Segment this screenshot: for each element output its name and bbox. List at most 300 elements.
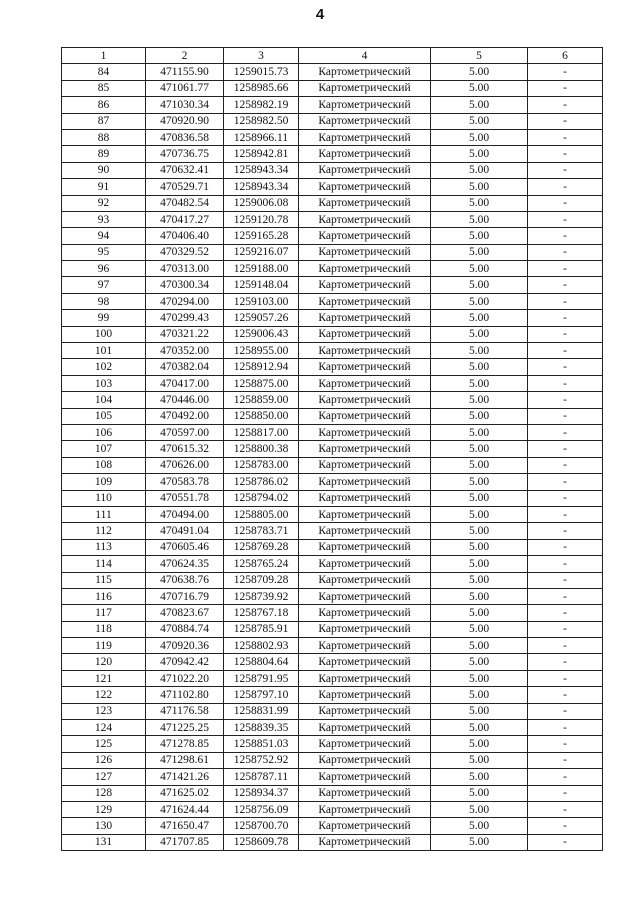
table-cell: - (528, 310, 603, 326)
table-cell: 5.00 (431, 80, 528, 96)
table-cell: 5.00 (431, 211, 528, 227)
table-cell: Картометрический (299, 146, 431, 162)
table-cell: - (528, 474, 603, 490)
table-cell: 1258943.34 (224, 179, 299, 195)
table-cell: 1258982.19 (224, 97, 299, 113)
table-cell: Картометрический (299, 162, 431, 178)
table-cell: - (528, 638, 603, 654)
table-cell: - (528, 179, 603, 195)
table-cell: Картометрический (299, 113, 431, 129)
table-cell: Картометрический (299, 474, 431, 490)
table-cell: 1258942.81 (224, 146, 299, 162)
table-cell: 93 (62, 211, 146, 227)
table-cell: - (528, 670, 603, 686)
table-cell: 471030.34 (146, 97, 224, 113)
table-cell: 471022.20 (146, 670, 224, 686)
table-cell: - (528, 80, 603, 96)
table-cell: 94 (62, 228, 146, 244)
table-cell: 470313.00 (146, 261, 224, 277)
table-cell: Картометрический (299, 392, 431, 408)
header-cell: 1 (62, 48, 146, 64)
table-row (62, 277, 603, 293)
table-cell: 1259006.08 (224, 195, 299, 211)
table-cell: 1258786.02 (224, 474, 299, 490)
table-cell: 5.00 (431, 392, 528, 408)
table-cell: - (528, 277, 603, 293)
table-cell: 91 (62, 179, 146, 195)
table-cell: 103 (62, 375, 146, 391)
table-body (62, 64, 603, 851)
table-cell: - (528, 736, 603, 752)
table-row (62, 146, 603, 162)
table-cell: - (528, 326, 603, 342)
table-cell: 5.00 (431, 162, 528, 178)
table-cell: Картометрический (299, 834, 431, 850)
table-cell: 98 (62, 293, 146, 309)
table-cell: - (528, 162, 603, 178)
table-cell: 471650.47 (146, 818, 224, 834)
table-cell: 5.00 (431, 179, 528, 195)
table-cell: 1258943.34 (224, 162, 299, 178)
page-number: 4 (315, 6, 325, 23)
table-cell: 1258794.02 (224, 490, 299, 506)
table-cell: 112 (62, 523, 146, 539)
table-cell: 109 (62, 474, 146, 490)
table-cell: 470884.74 (146, 621, 224, 637)
table-cell: 471102.80 (146, 687, 224, 703)
table-row (62, 113, 603, 129)
table-cell: 1258609.78 (224, 834, 299, 850)
table-row (62, 195, 603, 211)
table-cell: 470491.04 (146, 523, 224, 539)
table-row (62, 162, 603, 178)
table-cell: 1258787.11 (224, 769, 299, 785)
table-cell: - (528, 818, 603, 834)
table-cell: 126 (62, 752, 146, 768)
table-cell: - (528, 801, 603, 817)
table-cell: 100 (62, 326, 146, 342)
table-cell: 1258831.99 (224, 703, 299, 719)
table-row (62, 64, 603, 80)
table-cell: 87 (62, 113, 146, 129)
table-cell: 470716.79 (146, 588, 224, 604)
table-cell: Картометрический (299, 556, 431, 572)
table-cell: - (528, 588, 603, 604)
table-cell: 470417.00 (146, 375, 224, 391)
table-cell: 471061.77 (146, 80, 224, 96)
table-cell: Картометрический (299, 490, 431, 506)
table-cell: 5.00 (431, 523, 528, 539)
table-cell: 1258785.91 (224, 621, 299, 637)
table-cell: 471421.26 (146, 769, 224, 785)
table-row (62, 129, 603, 145)
table-row (62, 523, 603, 539)
table-cell: 1258797.10 (224, 687, 299, 703)
table-cell: 5.00 (431, 375, 528, 391)
table-cell: 470294.00 (146, 293, 224, 309)
table-row (62, 457, 603, 473)
table-cell: - (528, 293, 603, 309)
table-cell: - (528, 785, 603, 801)
table-cell: 470352.00 (146, 343, 224, 359)
table-cell: - (528, 572, 603, 588)
table-cell: - (528, 392, 603, 408)
table-cell: 1258839.35 (224, 720, 299, 736)
table-cell: 470482.54 (146, 195, 224, 211)
table-cell: 1258767.18 (224, 605, 299, 621)
table-row (62, 720, 603, 736)
table-cell: - (528, 244, 603, 260)
table-row (62, 572, 603, 588)
table-cell: 1258817.00 (224, 424, 299, 440)
table-cell: 1258805.00 (224, 506, 299, 522)
table-row (62, 408, 603, 424)
table-cell: 106 (62, 424, 146, 440)
table-cell: Картометрический (299, 801, 431, 817)
table-cell: 5.00 (431, 638, 528, 654)
table-cell: 1258739.92 (224, 588, 299, 604)
table-cell: 107 (62, 441, 146, 457)
header-cell: 2 (146, 48, 224, 64)
table-cell: Картометрический (299, 506, 431, 522)
table-row (62, 97, 603, 113)
table-cell: 5.00 (431, 343, 528, 359)
table-cell: 5.00 (431, 736, 528, 752)
table-cell: 470736.75 (146, 146, 224, 162)
table-cell: 114 (62, 556, 146, 572)
table-cell: 104 (62, 392, 146, 408)
table-cell: - (528, 228, 603, 244)
table-cell: 131 (62, 834, 146, 850)
table-cell: 1258934.37 (224, 785, 299, 801)
table-cell: - (528, 834, 603, 850)
table-cell: 470615.32 (146, 441, 224, 457)
table-cell: Картометрический (299, 244, 431, 260)
table-cell: 95 (62, 244, 146, 260)
table-cell: 5.00 (431, 506, 528, 522)
table-row (62, 638, 603, 654)
table-cell: - (528, 375, 603, 391)
table-cell: 5.00 (431, 424, 528, 440)
table-cell: Картометрический (299, 310, 431, 326)
table-row (62, 244, 603, 260)
table-cell: - (528, 424, 603, 440)
table-cell: 1258783.71 (224, 523, 299, 539)
table-cell: 1258802.93 (224, 638, 299, 654)
table-cell: 1259165.28 (224, 228, 299, 244)
table-cell: Картометрический (299, 277, 431, 293)
header-cell: 6 (528, 48, 603, 64)
table-cell: 470638.76 (146, 572, 224, 588)
table-cell: 1259120.78 (224, 211, 299, 227)
table-cell: 5.00 (431, 261, 528, 277)
table-cell: - (528, 441, 603, 457)
table-cell: 1258752.92 (224, 752, 299, 768)
table-cell: Картометрический (299, 769, 431, 785)
table-cell: Картометрический (299, 572, 431, 588)
table-cell: Картометрический (299, 326, 431, 342)
table-cell: 5.00 (431, 113, 528, 129)
table-cell: 5.00 (431, 556, 528, 572)
table-cell: 5.00 (431, 64, 528, 80)
table-cell: - (528, 490, 603, 506)
table-cell: 5.00 (431, 277, 528, 293)
table-cell: 92 (62, 195, 146, 211)
table-cell: 1259148.04 (224, 277, 299, 293)
table-cell: 5.00 (431, 310, 528, 326)
table-cell: - (528, 523, 603, 539)
table-row (62, 424, 603, 440)
header-cell: 5 (431, 48, 528, 64)
table-cell: Картометрический (299, 375, 431, 391)
table-cell: 5.00 (431, 572, 528, 588)
table-cell: 470624.35 (146, 556, 224, 572)
table-cell: 5.00 (431, 474, 528, 490)
table-cell: - (528, 211, 603, 227)
table-cell: 470382.04 (146, 359, 224, 375)
table-cell: 1258783.00 (224, 457, 299, 473)
table-cell: - (528, 195, 603, 211)
table-cell: 1259216.07 (224, 244, 299, 260)
table-row (62, 80, 603, 96)
table-cell: Картометрический (299, 654, 431, 670)
table-row (62, 293, 603, 309)
table-cell: 1259006.43 (224, 326, 299, 342)
table-cell: 471225.25 (146, 720, 224, 736)
table-cell: Картометрический (299, 539, 431, 555)
table-cell: 127 (62, 769, 146, 785)
table-cell: - (528, 703, 603, 719)
table-cell: 129 (62, 801, 146, 817)
table-cell: 90 (62, 162, 146, 178)
table-cell: Картометрический (299, 588, 431, 604)
table-cell: 1258985.66 (224, 80, 299, 96)
table-cell: 470626.00 (146, 457, 224, 473)
table-cell: 84 (62, 64, 146, 80)
table-cell: Картометрический (299, 441, 431, 457)
table-cell: 5.00 (431, 605, 528, 621)
table-cell: 5.00 (431, 588, 528, 604)
table-cell: 1258765.24 (224, 556, 299, 572)
table-cell: - (528, 113, 603, 129)
table-cell: 470406.40 (146, 228, 224, 244)
table-row (62, 556, 603, 572)
table-cell: 1259188.00 (224, 261, 299, 277)
table-cell: 5.00 (431, 228, 528, 244)
table-cell: 471625.02 (146, 785, 224, 801)
table-row (62, 687, 603, 703)
table-row (62, 670, 603, 686)
table-cell: 113 (62, 539, 146, 555)
table-cell: - (528, 539, 603, 555)
table-cell: 5.00 (431, 621, 528, 637)
table-cell: Картометрический (299, 343, 431, 359)
table-row (62, 179, 603, 195)
table-cell: Картометрический (299, 720, 431, 736)
table-cell: 5.00 (431, 457, 528, 473)
table-cell: 1258769.28 (224, 539, 299, 555)
table-cell: - (528, 129, 603, 145)
table-cell: 1258982.50 (224, 113, 299, 129)
table-row (62, 228, 603, 244)
table-cell: 470492.00 (146, 408, 224, 424)
table-cell: 1258756.09 (224, 801, 299, 817)
table-cell: 5.00 (431, 293, 528, 309)
table-cell: 1258850.00 (224, 408, 299, 424)
table-row (62, 441, 603, 457)
table-cell: 470329.52 (146, 244, 224, 260)
table-cell: 470300.34 (146, 277, 224, 293)
table-cell: Картометрический (299, 605, 431, 621)
table-cell: 121 (62, 670, 146, 686)
table-cell: Картометрический (299, 457, 431, 473)
table-cell: 471155.90 (146, 64, 224, 80)
table-cell: 118 (62, 621, 146, 637)
table-cell: - (528, 556, 603, 572)
table-cell: 471176.58 (146, 703, 224, 719)
table-cell: - (528, 457, 603, 473)
table-cell: 102 (62, 359, 146, 375)
table-cell: 120 (62, 654, 146, 670)
table-cell: 89 (62, 146, 146, 162)
table-cell: 471707.85 (146, 834, 224, 850)
table-cell: 5.00 (431, 785, 528, 801)
table-row (62, 392, 603, 408)
table-cell: 1258955.00 (224, 343, 299, 359)
table-cell: 5.00 (431, 818, 528, 834)
table-cell: Картометрический (299, 408, 431, 424)
table-row (62, 310, 603, 326)
table-cell: 470632.41 (146, 162, 224, 178)
table-cell: 470583.78 (146, 474, 224, 490)
table-row (62, 490, 603, 506)
table-cell: 1259103.00 (224, 293, 299, 309)
table-cell: Картометрический (299, 179, 431, 195)
table-cell: - (528, 720, 603, 736)
table-cell: Картометрический (299, 359, 431, 375)
table-cell: - (528, 408, 603, 424)
table-cell: 470446.00 (146, 392, 224, 408)
table-cell: 471624.44 (146, 801, 224, 817)
table-cell: 5.00 (431, 326, 528, 342)
table-cell: 88 (62, 129, 146, 145)
table-cell: 5.00 (431, 720, 528, 736)
table-cell: - (528, 605, 603, 621)
table-cell: 1258851.03 (224, 736, 299, 752)
table-cell: 470836.58 (146, 129, 224, 145)
table-cell: 1258791.95 (224, 670, 299, 686)
table-cell: 5.00 (431, 359, 528, 375)
table-cell: - (528, 146, 603, 162)
table-cell: Картометрический (299, 752, 431, 768)
table-cell: 5.00 (431, 687, 528, 703)
table-cell: Картометрический (299, 261, 431, 277)
table-cell: 1258966.11 (224, 129, 299, 145)
table-row (62, 736, 603, 752)
table-cell: 5.00 (431, 441, 528, 457)
table-cell: 111 (62, 506, 146, 522)
table-cell: 117 (62, 605, 146, 621)
table-cell: 470494.00 (146, 506, 224, 522)
table-cell: - (528, 654, 603, 670)
table-cell: Картометрический (299, 195, 431, 211)
table-cell: 86 (62, 97, 146, 113)
table-cell: 470417.27 (146, 211, 224, 227)
table-cell: 471278.85 (146, 736, 224, 752)
table-cell: 5.00 (431, 129, 528, 145)
table-cell: 1258800.38 (224, 441, 299, 457)
table-cell: 1258912.94 (224, 359, 299, 375)
table-row (62, 474, 603, 490)
table-row (62, 654, 603, 670)
table-cell: 124 (62, 720, 146, 736)
header-row (62, 48, 603, 64)
table-cell: 5.00 (431, 539, 528, 555)
table-cell: 1258709.28 (224, 572, 299, 588)
table-row (62, 785, 603, 801)
table-cell: Картометрический (299, 293, 431, 309)
table-cell: 5.00 (431, 752, 528, 768)
table-cell: - (528, 621, 603, 637)
table-row (62, 588, 603, 604)
table-cell: - (528, 506, 603, 522)
table-cell: 110 (62, 490, 146, 506)
table-cell: 470605.46 (146, 539, 224, 555)
table-cell: Картометрический (299, 211, 431, 227)
table-row (62, 834, 603, 850)
table-cell: Картометрический (299, 785, 431, 801)
table-cell: Картометрический (299, 703, 431, 719)
table-cell: 471298.61 (146, 752, 224, 768)
table-cell: 5.00 (431, 408, 528, 424)
table-cell: Картометрический (299, 97, 431, 113)
table-cell: Картометрический (299, 523, 431, 539)
table-cell: 1258875.00 (224, 375, 299, 391)
coordinates-table (61, 47, 603, 851)
table-cell: - (528, 97, 603, 113)
table-cell: 108 (62, 457, 146, 473)
table-cell: Картометрический (299, 80, 431, 96)
table-cell: 97 (62, 277, 146, 293)
table-cell: 470920.90 (146, 113, 224, 129)
table-cell: 5.00 (431, 654, 528, 670)
table-row (62, 703, 603, 719)
header-cell: 3 (224, 48, 299, 64)
table-header (62, 48, 603, 64)
table-row (62, 752, 603, 768)
table-cell: 5.00 (431, 195, 528, 211)
table-cell: 5.00 (431, 801, 528, 817)
table-cell: 130 (62, 818, 146, 834)
table-row (62, 261, 603, 277)
table-cell: 5.00 (431, 490, 528, 506)
table-cell: - (528, 64, 603, 80)
table-cell: Картометрический (299, 228, 431, 244)
table-row (62, 326, 603, 342)
table-cell: 116 (62, 588, 146, 604)
table-cell: 122 (62, 687, 146, 703)
table-cell: 105 (62, 408, 146, 424)
table-cell: 119 (62, 638, 146, 654)
table-cell: 101 (62, 343, 146, 359)
table-cell: 470299.43 (146, 310, 224, 326)
table-cell: 128 (62, 785, 146, 801)
table-row (62, 818, 603, 834)
table-cell: 470823.67 (146, 605, 224, 621)
table-row (62, 539, 603, 555)
table-cell: 99 (62, 310, 146, 326)
table-cell: 85 (62, 80, 146, 96)
